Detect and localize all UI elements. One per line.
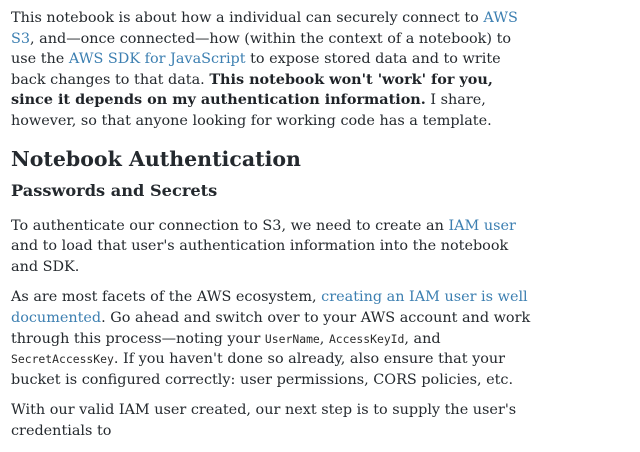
auth-text-1: To authenticate our connection to S3, we need to create an bbox=[11, 217, 449, 234]
setup-text-3: , bbox=[319, 330, 329, 347]
credentials-text-1: With our valid IAM user created, our next step is to supply the user's credentials to bbox=[11, 402, 517, 439]
intro-paragraph bbox=[11, 8, 531, 132]
authenticate-paragraph bbox=[11, 216, 531, 278]
intro-text-1: This notebook is about how a individual can securely connect to bbox=[11, 10, 484, 26]
secret-access-key-code: SecretAccessKey bbox=[11, 352, 114, 367]
aws-sdk-link[interactable]: AWS SDK for JavaScript bbox=[68, 51, 246, 68]
aws-s3-link[interactable]: AWS S3 bbox=[11, 10, 518, 47]
iam-user-link[interactable]: IAM user bbox=[448, 217, 516, 234]
setup-text-5: . If you haven't done so already, also ensure that your bucket is configured correctly: user permissions, CORS policies, etc. bbox=[11, 351, 514, 388]
intro-text-3: to expose stored data and to write back changes to that data. bbox=[11, 51, 501, 88]
access-key-id-code: AccessKeyId bbox=[328, 331, 405, 346]
setup-text-1: As are most facets of the AWS ecosystem, bbox=[11, 289, 322, 306]
credentials-paragraph bbox=[11, 400, 531, 441]
setup-text-4: , and bbox=[404, 330, 441, 347]
notebook-authentication-heading: Notebook Authentication bbox=[11, 146, 301, 171]
intro-text-4: I share, however, so that anyone looking for working code has a template. bbox=[11, 92, 492, 129]
intro-text-2: , and—once connected—how (within the context of a notebook) to use the bbox=[11, 30, 512, 68]
iam-setup-paragraph bbox=[11, 287, 531, 390]
iam-docs-link[interactable]: creating an IAM user is well documented bbox=[11, 289, 528, 326]
setup-text-2: . Go ahead and switch over to your AWS account and work through this process—noting your bbox=[11, 309, 531, 347]
notebook-article bbox=[11, 8, 531, 452]
username-code: UserName bbox=[264, 331, 320, 346]
intro-warning: This notebook won't 'work' for you, since it depends on my authentication information. bbox=[11, 70, 493, 109]
auth-text-2: and to load that user's authentication information into the notebook and SDK. bbox=[11, 238, 509, 275]
passwords-secrets-heading: Passwords and Secrets bbox=[11, 180, 218, 200]
